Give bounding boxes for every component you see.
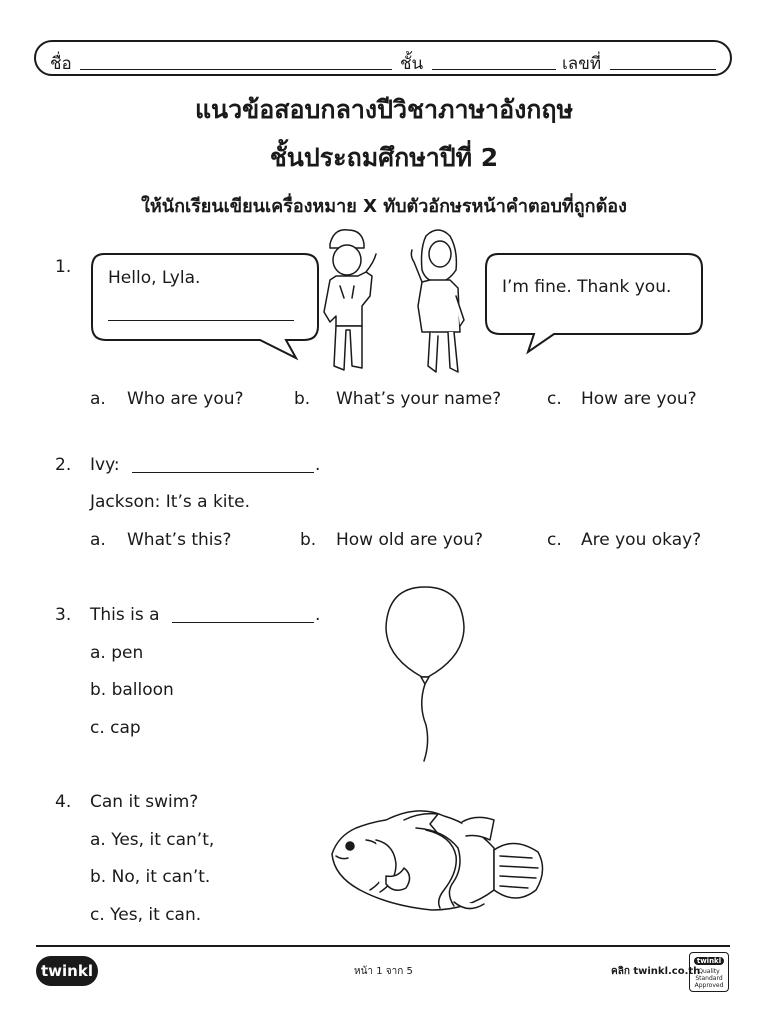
q1-option-a-letter[interactable]: a.: [90, 389, 106, 409]
page-subtitle: ชั้นประถมศึกษาปีที่ 2: [269, 143, 499, 172]
q2-option-b-text[interactable]: How old are you?: [336, 530, 483, 550]
clownfish-illustration: [326, 806, 548, 918]
question-3-stem: This is a: [90, 605, 160, 625]
twinkl-logo: twinkl: [36, 956, 98, 986]
class-field[interactable]: [432, 52, 556, 70]
q1-option-b-text[interactable]: What’s your name?: [336, 389, 502, 409]
question-2-period: .: [315, 455, 321, 475]
q2-option-a-letter[interactable]: a.: [90, 530, 106, 550]
quality-badge: [689, 952, 729, 992]
q3-option-b[interactable]: b. balloon: [90, 680, 174, 700]
question-2-answer-line[interactable]: [132, 455, 314, 473]
balloon-illustration: [382, 585, 468, 765]
instruction-text: ให้นักเรียนเขียนเครื่องหมาย X ทับตัวอักษรหน้าคำตอบที่ถูกต้อง: [141, 196, 627, 217]
q1-option-c-letter[interactable]: c.: [547, 389, 562, 409]
q3-option-c[interactable]: c. cap: [90, 718, 141, 738]
number-label: เลขที่: [562, 54, 602, 74]
q1-option-a-text[interactable]: Who are you?: [127, 389, 244, 409]
speech-bubble-right: [484, 252, 706, 356]
question-2-speaker: Ivy:: [90, 455, 120, 475]
boy-illustration: [314, 226, 380, 374]
page-title: แนวข้อสอบกลางปีวิชาภาษาอังกฤษ: [194, 95, 574, 124]
girl-illustration: [404, 226, 470, 376]
number-field[interactable]: [610, 52, 716, 70]
q2-option-a-text[interactable]: What’s this?: [127, 530, 232, 550]
q4-option-b[interactable]: b. No, it can’t.: [90, 867, 211, 887]
footer-divider: [36, 945, 730, 947]
name-label: ชื่อ: [50, 54, 72, 74]
q2-option-c-letter[interactable]: c.: [547, 530, 562, 550]
question-1-number: 1.: [55, 257, 72, 277]
question-4-number: 4.: [55, 792, 72, 812]
quality-badge-brand: twinkl: [694, 957, 724, 965]
q4-option-c[interactable]: c. Yes, it can.: [90, 905, 202, 925]
class-label: ชั้น: [400, 54, 424, 74]
question-4-stem: Can it swim?: [90, 792, 199, 812]
page-indicator: หน้า 1 จาก 5: [354, 966, 413, 977]
q2-option-b-letter[interactable]: b.: [300, 530, 317, 550]
q3-option-a[interactable]: a. pen: [90, 643, 144, 663]
bubble-right-text: I’m fine. Thank you.: [502, 277, 672, 297]
question-3-number: 3.: [55, 605, 72, 625]
bubble-left-answer-line[interactable]: [108, 303, 294, 321]
question-2-reply: Jackson: It’s a kite.: [90, 492, 251, 512]
bubble-left-text: Hello, Lyla.: [108, 268, 201, 288]
q2-option-c-text[interactable]: Are you okay?: [581, 530, 702, 550]
name-field[interactable]: [80, 52, 392, 70]
quality-badge-text: Quality Standard Approved: [694, 968, 724, 989]
q1-option-c-text[interactable]: How are you?: [581, 389, 697, 409]
question-3-answer-line[interactable]: [172, 605, 314, 623]
twinkl-link[interactable]: คลิก twinkl.co.th: [611, 966, 701, 977]
question-3-period: .: [315, 605, 321, 625]
q1-option-b-letter[interactable]: b.: [294, 389, 311, 409]
question-2-number: 2.: [55, 455, 72, 475]
q4-option-a[interactable]: a. Yes, it can’t,: [90, 830, 215, 850]
